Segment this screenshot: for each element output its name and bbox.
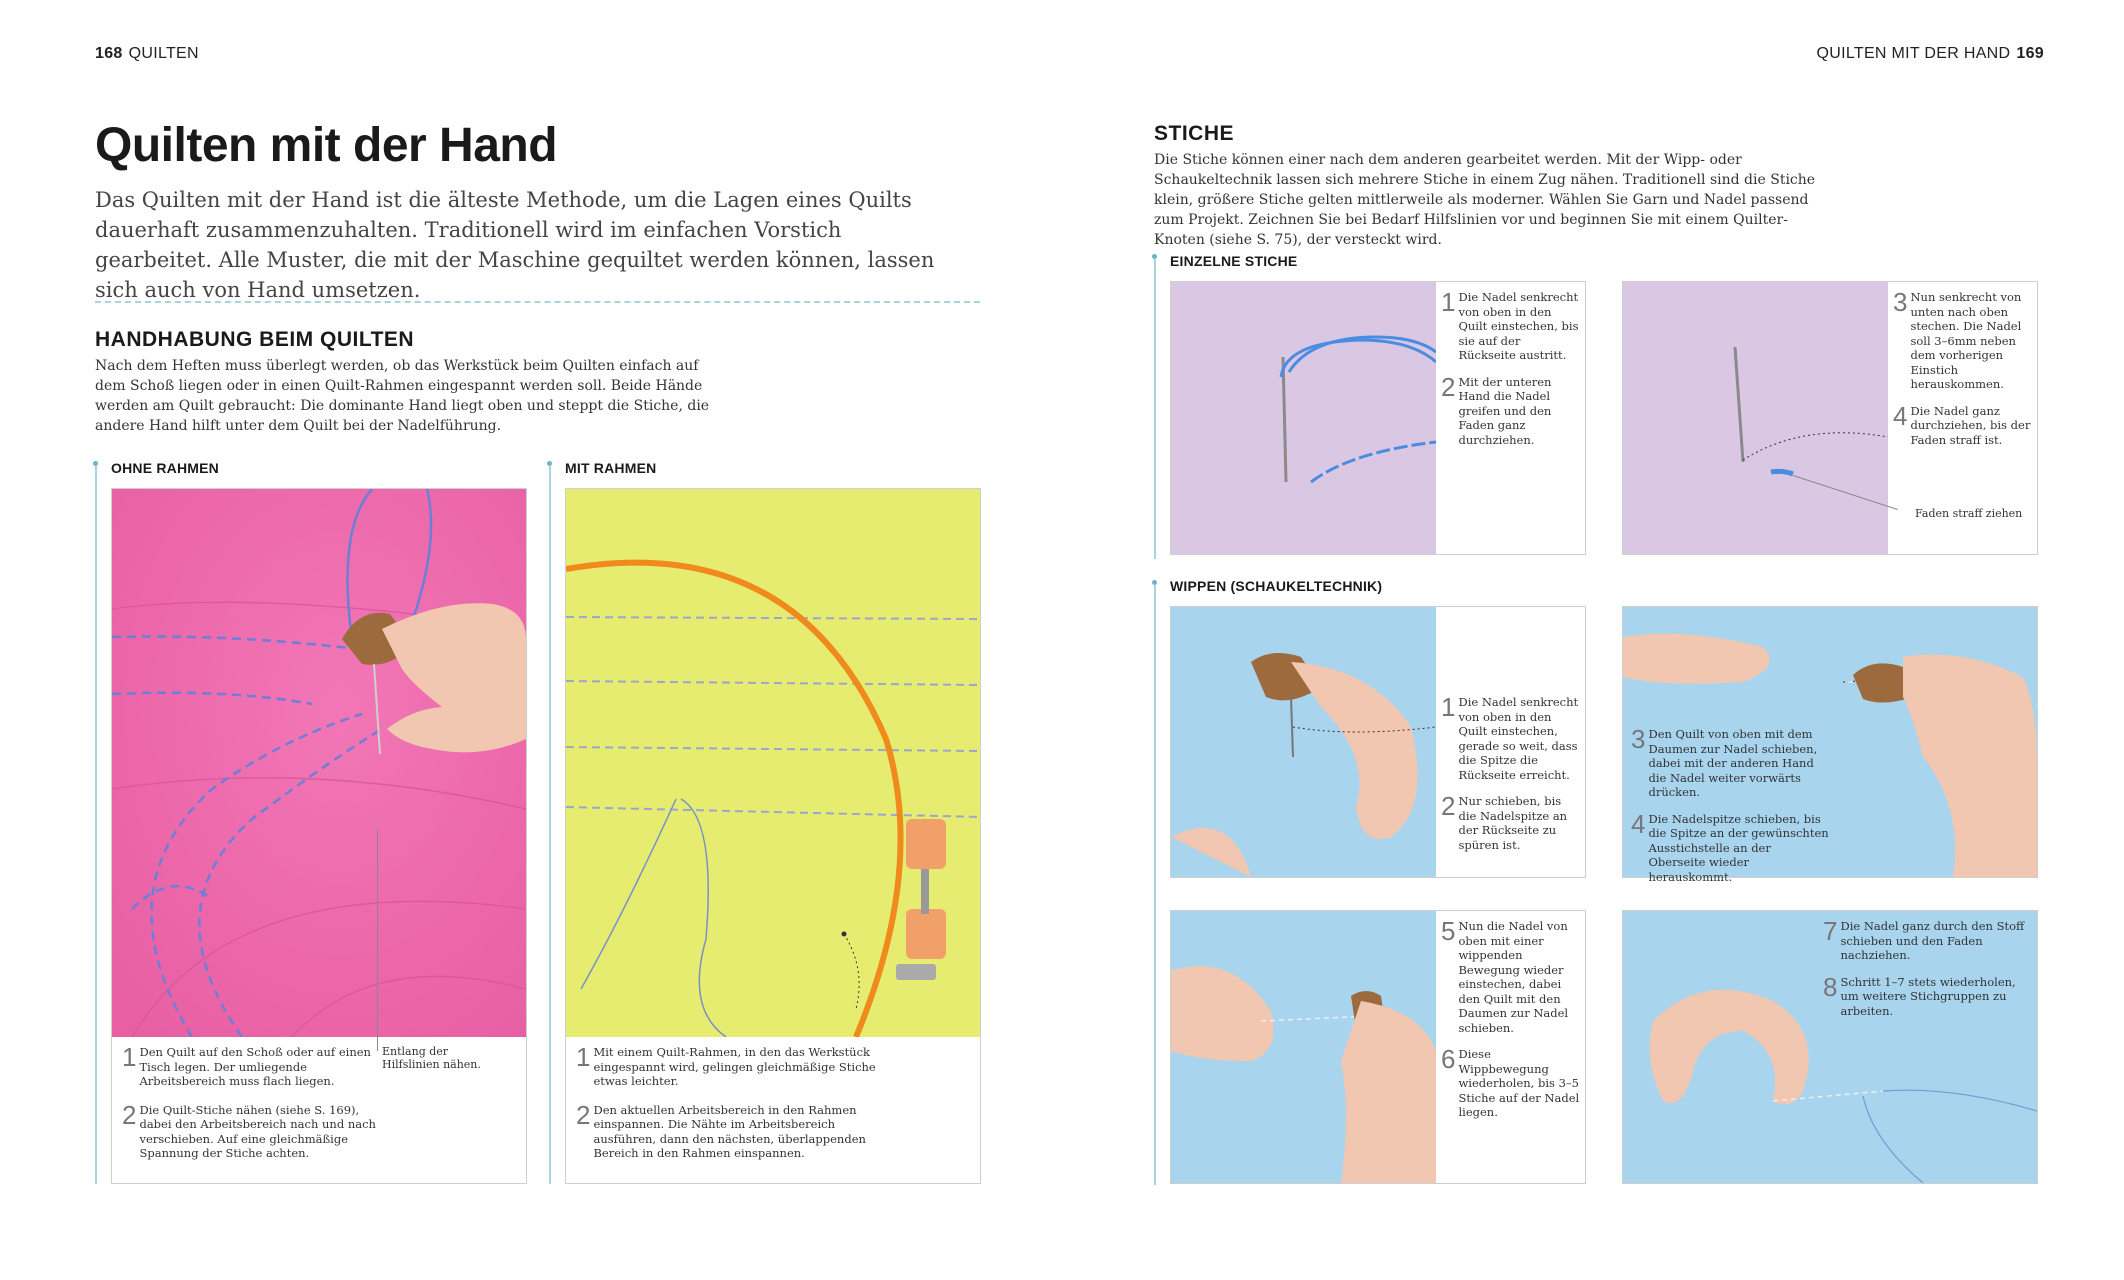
folio-left	[95, 45, 199, 63]
subheading-mit-rahmen: MIT RAHMEN	[565, 460, 657, 476]
panel-wippen-4	[1622, 910, 2038, 1184]
column-rule	[1154, 585, 1156, 1185]
quilt-pink-illustration	[112, 489, 526, 1037]
panel-mit-rahmen	[565, 488, 981, 1184]
panel-wippen-1	[1170, 606, 1586, 878]
step-item: 1 Den Quilt auf den Schoß oder auf einen Tisch legen. Der umliegende Arbeitsbereich muss flach liegen.	[122, 1042, 371, 1088]
steps-ohne-rahmen	[122, 1042, 382, 1161]
step-item: 8 Schritt 1–7 stets wiederholen, um weitere Stichgruppen zu arbeiten.	[1823, 971, 2016, 1018]
steps-wippen-4	[1823, 916, 2028, 1018]
stiche-text: Die Stiche können einer nach dem anderen gearbeitet werden. Mit der Wipp- oder Schaukeltechnik lassen sich mehrere Stiche in einem Zug nähen. Traditionell sind die Stiche klein, größere Stiche gelten mittlerweile als moderner. Wählen Sie Garn und Nadel passend zum Projekt. Zeichnen Sie bei Bedarf Hilfslinien vor und beginnen Sie mit einem Quilter-Knoten (siehe S. 75), der versteckt wird.	[1154, 152, 1816, 248]
step-item: 4 Die Nadel ganz durchziehen, bis der Faden straff ist.	[1893, 400, 2031, 447]
page-title: Quilten mit der Hand	[95, 119, 558, 172]
intro-text: Das Quilten mit der Hand ist die älteste Methode, um die Lagen eines Quilts dauerhaft zusammenzuhalten. Traditionell wird im einfachen Vorstich gearbeitet. Alle Muster, die mit der Maschine gequiltet werden können, lassen sich auch von Hand umsetzen.	[95, 188, 935, 302]
callout-faden-straff: Faden straff ziehen	[1915, 507, 2023, 520]
steps-einzelne-1	[1441, 287, 1581, 447]
steps-wippen-1	[1441, 692, 1581, 852]
page-number-left: 168	[95, 45, 123, 62]
step-item: 3 Nun senkrecht von unten nach oben stechen. Die Nadel soll 3–6mm neben dem vorherigen Einstich herauskommen.	[1893, 287, 2022, 391]
step-item: 2 Nur schieben, bis die Nadelspitze an der Rückseite zu spüren ist.	[1441, 791, 1568, 852]
panel-wippen-2	[1622, 606, 2038, 884]
step-item: 2 Die Quilt-Stiche nähen (siehe S. 169), dabei den Arbeitsbereich nach und nach verschieben. Auf eine gleichmäßige Spannung der Stiche achten.	[122, 1099, 376, 1160]
panel-wippen-3	[1170, 910, 1586, 1184]
page-number-right: 169	[2016, 45, 2044, 62]
callout-leader	[377, 829, 378, 1051]
subheading-ohne-rahmen: OHNE RAHMEN	[111, 460, 219, 476]
step-item: 5 Nun die Nadel von oben mit einer wippenden Bewegung wieder einstechen, dabei den Quilt mit den Daumen zur Nadel schieben.	[1441, 916, 1569, 1035]
step-item: 2 Den aktuellen Arbeitsbereich in den Rahmen einspannen. Die Nähte im Arbeitsbereich ausführen, dann den nächsten, überlappenden Bereich in den Rahmen einspannen.	[576, 1099, 866, 1160]
section-heading: HANDHABUNG BEIM QUILTEN	[95, 328, 415, 351]
step-item: 7 Die Nadel ganz durch den Stoff schieben und den Faden nachziehen.	[1823, 916, 2025, 962]
running-head-left: QUILTEN	[128, 45, 199, 62]
hand-thimble-icon	[1171, 607, 1436, 877]
callout-hilfslinien: Entlang der Hilfslinien nähen.	[382, 1045, 481, 1071]
steps-einzelne-2	[1893, 287, 2033, 447]
column-rule	[549, 466, 551, 1184]
photo-mit-rahmen	[566, 489, 980, 1037]
needle-icon	[1171, 282, 1436, 554]
subheading-einzelne-stiche: EINZELNE STICHE	[1170, 253, 1298, 269]
steps-wippen-2	[1631, 724, 1831, 884]
running-head-right: QUILTEN MIT DER HAND	[1816, 45, 2011, 62]
section-divider	[95, 301, 980, 303]
needle-icon	[1623, 282, 1888, 554]
photo-ohne-rahmen	[112, 489, 526, 1037]
folio-right	[1817, 45, 2044, 63]
section-text: Nach dem Heften muss überlegt werden, ob das Werkstück beim Quilten einfach auf dem Schoß liegen oder in einen Quilt-Rahmen eingespannt werden soll. Beide Hände werden am Quilt gebraucht: Die dominante Hand liegt oben und steppt die Stiche, die andere Hand hilft unter dem Quilt bei der Nadelführung.	[95, 358, 710, 434]
steps-wippen-3	[1441, 916, 1581, 1120]
column-rule	[1154, 259, 1156, 559]
column-rule	[95, 466, 97, 1184]
step-item: 4 Die Nadelspitze schieben, bis die Spitze an der gewünschten Ausstichstelle an der Oberseite wieder herauskommt.	[1631, 808, 1829, 884]
stiche-heading: STICHE	[1154, 122, 1235, 145]
steps-mit-rahmen	[576, 1042, 876, 1161]
panel-einzelne-1	[1170, 281, 1586, 555]
panel-einzelne-2	[1622, 281, 2038, 555]
step-item: 2 Mit der unteren Hand die Nadel greifen und den Faden ganz durchziehen.	[1441, 371, 1552, 447]
panel-ohne-rahmen	[111, 488, 527, 1184]
step-item: 1 Mit einem Quilt-Rahmen, in den das Werkstück eingespannt wird, gelingen gleichmäßige Stiche etwas leichter.	[576, 1042, 876, 1088]
quilt-yellow-illustration	[566, 489, 980, 1037]
subheading-wippen: WIPPEN (SCHAUKELTECHNIK)	[1170, 578, 1383, 594]
step-item: 6 Diese Wippbewegung wiederholen, bis 3–5 Stiche auf der Nadel liegen.	[1441, 1044, 1580, 1119]
step-item: 1 Die Nadel senkrecht von oben in den Quilt einstechen, bis sie auf der Rückseite austritt.	[1441, 287, 1579, 362]
hand-thimble-icon	[1171, 911, 1436, 1183]
step-item: 3 Den Quilt von oben mit dem Daumen zur Nadel schieben, dabei mit der anderen Hand die Nadel weiter vorwärts drücken.	[1631, 724, 1818, 799]
step-item: 1 Die Nadel senkrecht von oben in den Quilt einstechen, gerade so weit, dass die Spitze die Rückseite erreicht.	[1441, 692, 1579, 782]
